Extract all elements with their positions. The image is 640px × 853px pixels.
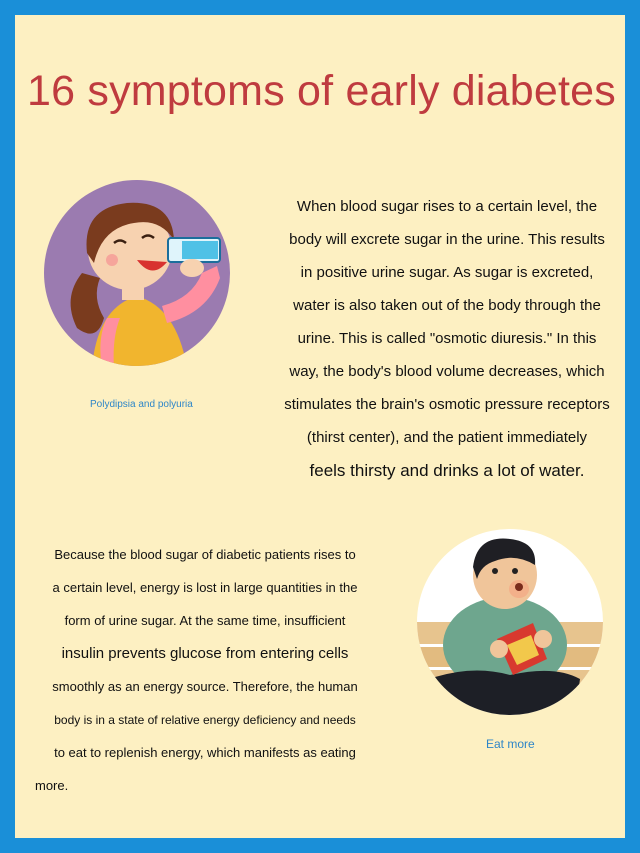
poster-page	[15, 15, 625, 838]
text-line: way, the body's blood volume decreases, which	[289, 363, 605, 380]
text-line: water is also taken out of the body through the	[293, 297, 601, 314]
text-line: stimulates the brain's osmotic pressure receptors	[284, 396, 610, 413]
text-line: to eat to replenish energy, which manifests as eating	[54, 745, 356, 760]
text-line: body will excrete sugar in the urine. This results	[289, 231, 605, 248]
text-line: Because the blood sugar of diabetic patients rises to	[54, 547, 356, 562]
eat-more-paragraph	[35, 545, 375, 809]
page-title: 16 symptoms of early diabetes	[27, 67, 616, 115]
text-line: urine. This is called "osmotic diuresis." In this	[297, 330, 597, 347]
illustration-caption: Polydipsia and polyuria	[90, 399, 193, 410]
text-line: form of urine sugar. At the same time, insufficient	[64, 613, 346, 628]
drinking-water-illustration	[42, 178, 232, 368]
text-line: When blood sugar rises to a certain level, the	[296, 198, 598, 215]
eating-illustration	[415, 527, 605, 717]
illustration-caption: Eat more	[486, 737, 535, 751]
text-line: more.	[35, 778, 69, 793]
text-line: insulin prevents glucose from entering cells	[61, 645, 349, 662]
text-line: a certain level, energy is lost in large quantities in the	[52, 580, 358, 595]
text-line: in positive urine sugar. As sugar is excreted,	[300, 264, 594, 281]
text-line: body is in a state of relative energy deficiency and needs	[54, 713, 356, 727]
text-line: smoothly as an energy source. Therefore, the human	[52, 679, 358, 694]
polydipsia-paragraph	[277, 195, 617, 492]
text-line: (thirst center), and the patient immediately	[306, 429, 588, 446]
text-line: feels thirsty and drinks a lot of water.	[309, 461, 585, 480]
